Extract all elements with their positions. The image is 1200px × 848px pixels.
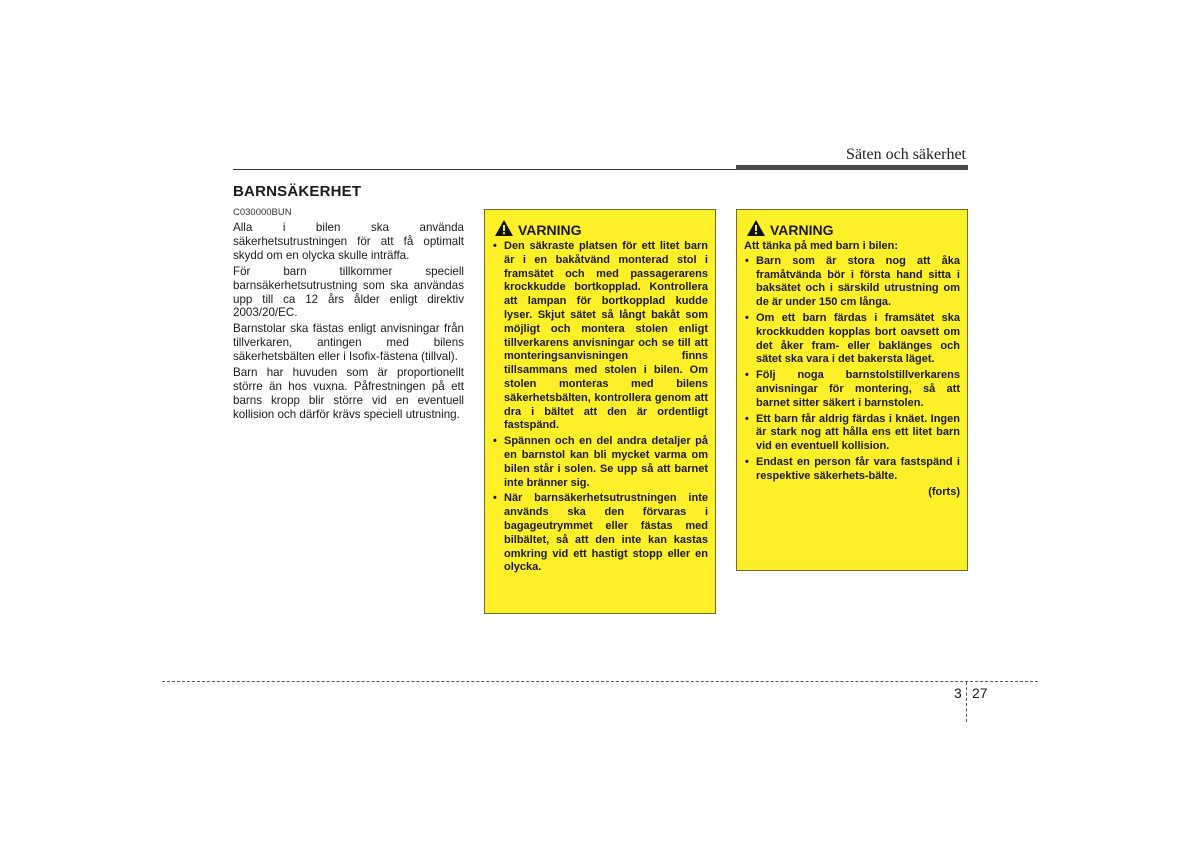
warning-title: VARNING [518,221,582,238]
warning-item: • Spännen och en del andra detaljer på en barnstol kan bli mycket varma om bilen står i solen. Se upp så att barnet inte bränner sig. [492,435,708,490]
warning-box-left [484,209,716,614]
page-header-title: Säten och säkerhet [846,146,966,163]
warning-item: • Följ noga barnstolstillverkarens anvisningar för montering, så att barnet sitter säkert i barnstolen. [744,369,960,410]
footer-rule [162,681,1038,682]
warning-item: • Ett barn får aldrig färdas i knäet. Ingen är stark nog att hålla ens ett litet barn vid en eventuell kollision. [744,413,960,454]
warning-triangle-icon [746,219,766,237]
warning-item: • När barnsäkerhetsutrustningen inte används ska den förvaras i bagageutrymmet eller fästas med bilbältet, så att den inte kan kastas omkring vid ett hastigt stopp eller en olycka. [492,492,708,575]
body-paragraph: Barnstolar ska fästas enligt anvisningar från tillverkaren, antingen med bilens säkerhetsbälten eller i Isofix-fästena (tillval). [233,322,464,364]
warning-list [492,240,708,575]
warning-item: • Den säkraste platsen för ett litet barn är i en bakåtvänd monterad stol i framsätet och med passagerarens krockkudde bortkopplad. Kontrollera att lampan för bortkopplad kudde lyser. Skjut sätet så långt bakåt som möjligt och montera stolen enligt tillverkarens anvisningar och se till att monteringsanvisningen finns tillsammans med stolen i bilen. Om stolen monteras med bilens säkerhetsbälten, kontrollera genom att dra i bältet att den är ordentligt fastspänd. [492,240,708,433]
warning-item: • Barn som är stora nog att åka framåtvända bör i första hand sitta i baksätet och i särskild utrustning om de är under 150 cm långa. [744,255,960,310]
page-number: 27 [972,685,988,701]
warning-header [744,216,960,240]
continued-label: (forts) [928,485,960,498]
warning-title: VARNING [770,221,834,238]
footer-divider [966,682,967,722]
warning-list [744,255,960,484]
warning-header [492,216,708,240]
warning-box-right [736,209,968,571]
warning-intro: Att tänka på med barn i bilen: [744,240,899,252]
section-title: BARNSÄKERHET [233,183,362,200]
page-chapter: 3 [954,685,962,701]
warning-item: • Om ett barn färdas i framsätet ska krockkudden kopplas bort oavsett om det åker fram- eller baklänges och sätet ska vara i det bakersta läget. [744,312,960,367]
section-code: C030000BUN [233,207,292,218]
warning-triangle-icon [494,219,514,237]
body-text-column [233,221,464,424]
header-rule [233,169,736,170]
header-rule-accent [736,165,968,170]
body-paragraph: Barn har huvuden som är proportionellt större än hos vuxna. Påfrestningen på ett barns kropp blir större vid en eventuell kollision och därför krävs speciell utrustning. [233,366,464,421]
warning-item: • Endast en person får vara fastspänd i respektive säkerhets-bälte. [744,456,960,484]
body-paragraph: Alla i bilen ska använda säkerhetsutrustningen för att få optimalt skydd om en olycka skulle inträffa. [233,221,464,262]
body-paragraph: För barn tillkommer speciell barnsäkerhetsutrustning som ska användas upp till ca 12 års ålder enligt direktiv 2003/20/EC. [233,264,464,320]
